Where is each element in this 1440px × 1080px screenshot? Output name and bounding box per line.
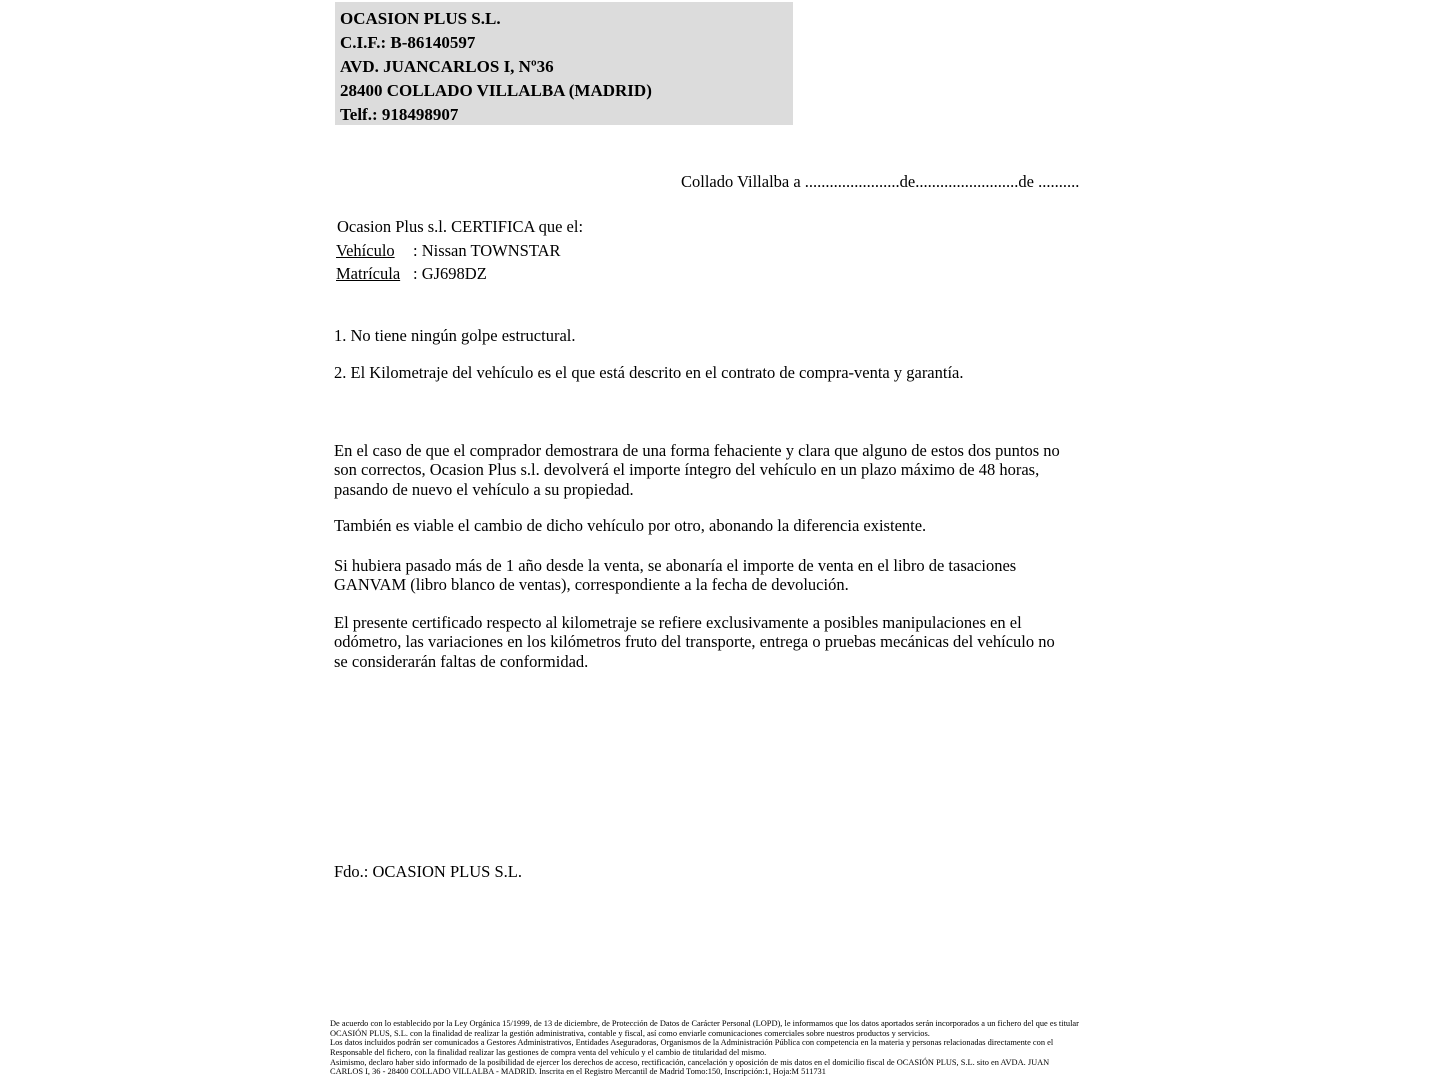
company-address: AVD. JUANCARLOS I, Nº36: [340, 57, 554, 76]
plate-label: Matrícula: [336, 264, 401, 283]
vehicle-row: [336, 241, 561, 261]
company-city: 28400 COLLADO VILLALBA (MADRID): [340, 81, 652, 100]
company-header-box: [335, 2, 793, 125]
plate-row: [336, 264, 487, 284]
signature-line: Fdo.: OCASION PLUS S.L.: [334, 862, 522, 881]
company-cif: C.I.F.: B-86140597: [340, 33, 476, 52]
vehicle-value: : Nissan TOWNSTAR: [413, 241, 561, 260]
condition-point-1: 1. No tiene ningún golpe estructural.: [334, 326, 576, 345]
exchange-paragraph: También es viable el cambio de dicho vehículo por otro, abonando la diferencia existente.: [334, 516, 927, 535]
condition-point-2: 2. El Kilometraje del vehículo es el que está descrito en el contrato de compra-venta y garantía.: [334, 363, 964, 382]
legal-lopd-footer: De acuerdo con lo establecido por la Ley Orgánica 15/1999, de 13 de diciembre, de Protección de Datos de Carácter Personal (LOPD), le informamos que los datos aportados serán incorporados a un fichero del que es titular OCASIÓN PLUS, S.L. con la finalidad de realizar la gestión administrativa, contable y fiscal, así como enviarle comunicaciones comerciales sobre nuestros productos y servicios. Los datos incluidos podrán ser comunicados a Gestores Administrativos, Entidades Aseguradoras, Organismos de la Administración Pública con competencia en la materia y personas relacionadas directamente con el Responsable del fichero, con la finalidad realizar las gestiones de compra venta del vehículo y el cambio de titularidad del mismo. Asimismo, declaro haber sido informado de la posibilidad de ejercer los derechos de acceso, rectificación, cancelación y oposición de mis datos en el domicilio fiscal de OCASIÓN PLUS, S.L. sito en AVDA. JUAN CARLOS I, 36 - 28400 COLLADO VILLALBA - MADRID. Inscrita en el Registro Mercantil de Madrid Tomo:150, Inscripción:1, Hoja:M 511731: [330, 1019, 1079, 1077]
plate-value: : GJ698DZ: [413, 264, 487, 283]
vehicle-label: Vehículo: [336, 241, 395, 260]
company-phone: Telf.: 918498907: [340, 105, 459, 124]
certifies-intro: Ocasion Plus s.l. CERTIFICA que el:: [337, 217, 584, 236]
date-place-line: Collado Villalba a .......................de.........................de ..........: [681, 172, 1080, 191]
refund-paragraph: En el caso de que el comprador demostrara de una forma fehaciente y clara que alguno de estos dos puntos no son correctos, Ocasion Plus s.l. devolverá el importe íntegro del vehículo en un plazo máximo de 48 horas, pasando de nuevo el vehículo a su propiedad.: [334, 441, 1060, 499]
odometer-paragraph: El presente certificado respecto al kilometraje se refiere exclusivamente a posibles manipulaciones en el odómetro, las variaciones en los kilómetros fruto del transporte, entrega o pruebas mecánicas del vehículo no se considerarán faltas de conformidad.: [334, 613, 1055, 671]
company-name: OCASION PLUS S.L.: [340, 9, 501, 28]
ganvam-paragraph: Si hubiera pasado más de 1 año desde la venta, se abonaría el importe de venta en el libro de tasaciones GANVAM (libro blanco de ventas), correspondiente a la fecha de devolución.: [334, 556, 1017, 595]
